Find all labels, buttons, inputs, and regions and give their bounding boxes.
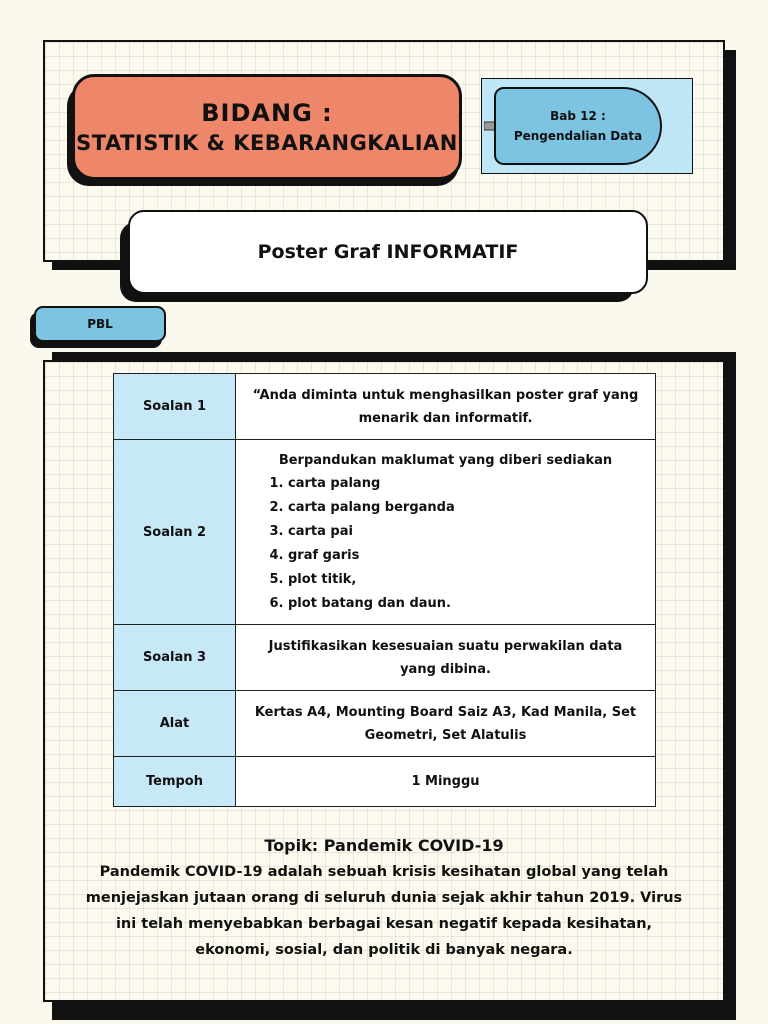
topic-body: Pandemik COVID-19 adalah sebuah krisis kesihatan global yang telah menjejaskan jutaan orang di seluruh dunia sejak akhir tahun 2019. Virus ini telah menyebabkan berbagai kesan negatif kepada kesihatan, ekonomi, sosial, dan politik di banyak negara. [85, 864, 683, 958]
poster-subtitle: Poster Graf INFORMATIF [128, 210, 648, 294]
task-table [113, 373, 656, 807]
pbl-tag: PBL [34, 306, 166, 342]
list-item: 5. plot titik, [288, 568, 641, 592]
table-row [114, 757, 656, 807]
list-item: 4. graf garis [288, 544, 641, 568]
chapter-number: Bab 12 : [550, 109, 606, 123]
topic-section [80, 836, 688, 963]
row-value: “Anda diminta untuk menghasilkan poster graf yang menarik dan informatif. [236, 374, 656, 440]
row-label: Soalan 3 [114, 625, 236, 691]
row-label: Alat [114, 691, 236, 757]
row-value: Justifikasikan kesesuaian suatu perwakilan data yang dibina. [236, 625, 656, 691]
row-value: 1 Minggu [236, 757, 656, 807]
row-label: Soalan 1 [114, 374, 236, 440]
title-line-2: STATISTIK & KEBARANGKALIAN [76, 131, 458, 155]
list-item: 2. carta palang berganda [288, 496, 641, 520]
row-label: Soalan 2 [114, 440, 236, 625]
row-value: Kertas A4, Mounting Board Saiz A3, Kad Manila, Set Geometri, Set Alatulis [236, 691, 656, 757]
chapter-title: Pengendalian Data [513, 129, 643, 143]
table-row [114, 374, 656, 440]
title-pill [72, 74, 462, 180]
table-row [114, 691, 656, 757]
title-line-1: BIDANG : [201, 99, 333, 127]
row-value [236, 440, 656, 625]
row-label: Tempoh [114, 757, 236, 807]
list-item: 6. plot batang dan daun. [288, 592, 641, 616]
topic-title: Topik: Pandemik COVID-19 [264, 836, 504, 855]
chapter-tag [494, 87, 662, 165]
chart-type-list [250, 472, 641, 616]
list-item: 1. carta palang [288, 472, 641, 496]
list-item: 3. carta pai [288, 520, 641, 544]
table-row [114, 440, 656, 625]
list-intro: Berpandukan maklumat yang diberi sediakan [278, 452, 613, 468]
table-row [114, 625, 656, 691]
